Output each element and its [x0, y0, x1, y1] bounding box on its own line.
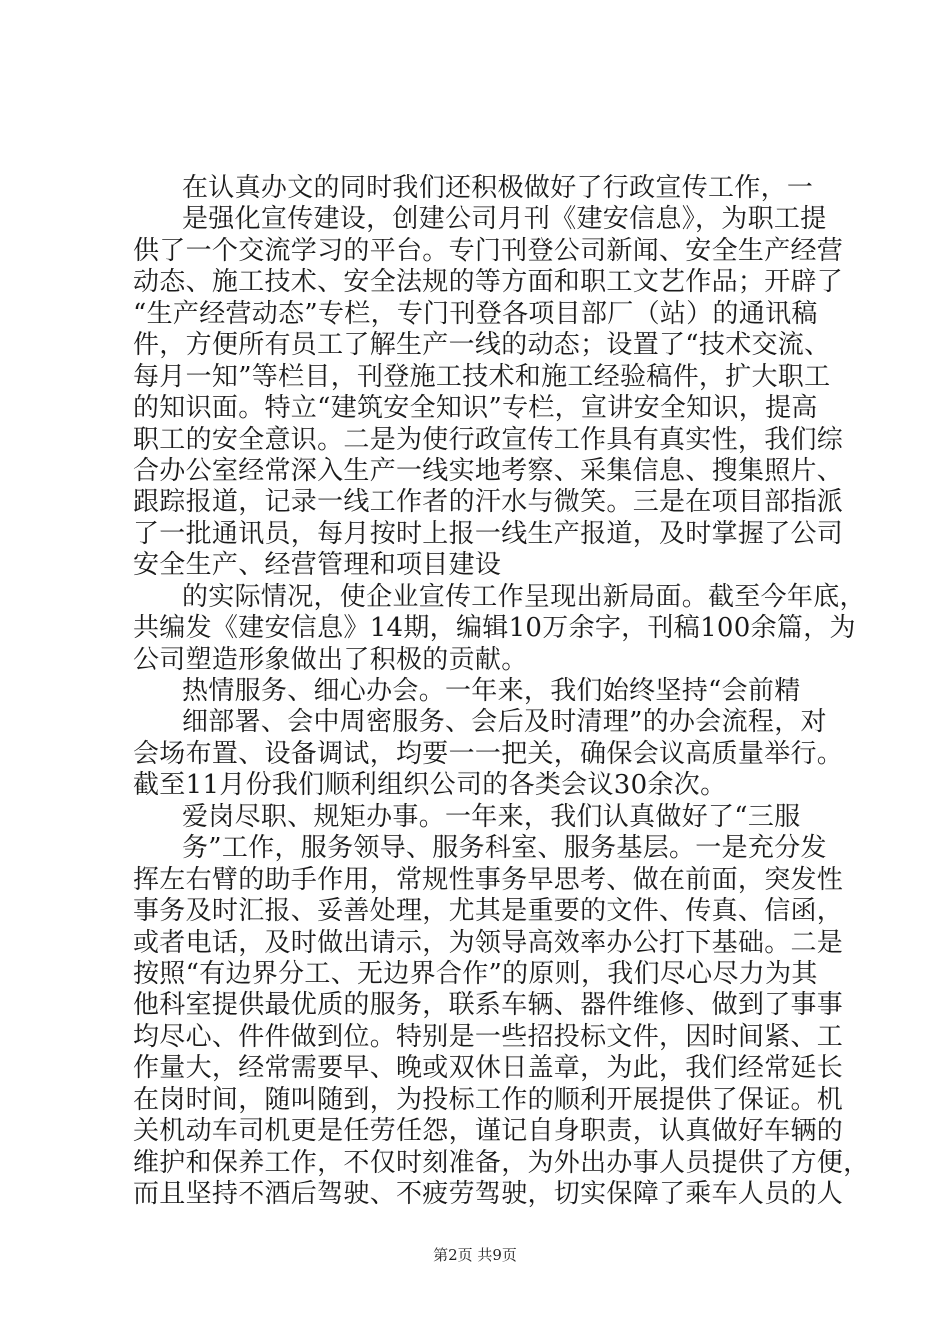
text-line: 每月一知”等栏目，刊登施工技术和施工经验稿件，扩大职工	[133, 362, 831, 392]
text-line: 务”工作，服务领导、服务科室、服务基层。一是充分发	[182, 833, 827, 863]
text-line: 供了一个交流学习的平台。专门刊登公司新闻、安全生产经营	[133, 236, 844, 266]
text-line: 截至11月份我们顺利组织公司的各类会议30余次。	[133, 770, 727, 800]
text-line: 细部署、会中周密服务、会后及时清理”的办会流程，对	[182, 707, 827, 737]
text-line: 或者电话，及时做出请示，为领导高效率办公打下基础。二是	[133, 928, 844, 958]
page-number-footer: 第2页 共9页	[433, 1246, 517, 1264]
text-line: 安全生产、经营管理和项目建设	[133, 550, 502, 580]
text-line: 合办公室经常深入生产一线实地考察、采集信息、搜集照片、	[133, 456, 844, 486]
text-line: 件，方便所有员工了解生产一线的动态；设置了“技术交流、	[133, 330, 831, 360]
text-line: 是强化宣传建设，创建公司月刊《建安信息》，为职工提	[182, 204, 827, 234]
text-line: 公司塑造形象做出了积极的贡献。	[133, 645, 528, 675]
text-line: 他科室提供最优质的服务，联系车辆、器件维修、做到了事事	[133, 990, 844, 1020]
text-line: 共编发《建安信息》14期，编辑10万余字，刊稿100余篇，为	[133, 613, 856, 643]
text-line: 职工的安全意识。二是为使行政宣传工作具有真实性，我们综	[133, 425, 844, 455]
text-line: 动态、施工技术、安全法规的等方面和职工文艺作品；开辟了	[133, 267, 844, 297]
text-line: 按照“有边界分工、无边界合作”的原则，我们尽心尽力为其	[133, 959, 818, 989]
text-line: 跟踪报道，记录一线工作者的汗水与微笑。三是在项目部指派	[133, 487, 844, 517]
text-line: 挥左右臂的助手作用，常规性事务早思考、做在前面，突发性	[133, 865, 844, 895]
text-line: 的知识面。特立“建筑安全知识”专栏，宣讲安全知识，提高	[133, 393, 818, 423]
text-line: 热情服务、细心办会。一年来，我们始终坚持“会前精	[182, 676, 801, 706]
text-line: 而且坚持不酒后驾驶、不疲劳驾驶，切实保障了乘车人员的人	[133, 1179, 844, 1209]
text-line: 均尽心、件件做到位。特别是一些招投标文件，因时间紧、工	[133, 1022, 844, 1052]
text-line: 了一批通讯员，每月按时上报一线生产报道，及时掌握了公司	[133, 519, 844, 549]
text-line: 事务及时汇报、妥善处理，尤其是重要的文件、传真、信函，	[133, 896, 844, 926]
text-line: 会场布置、设备调试，均要一一把关，确保会议高质量举行。	[133, 739, 844, 769]
text-line: 关机动车司机更是任劳任怨，谨记自身职责，认真做好车辆的	[133, 1116, 844, 1146]
text-line: 的实际情况，使企业宣传工作呈现出新局面。截至今年底，	[182, 582, 866, 612]
text-line: 维护和保养工作，不仅时刻准备，为外出办事人员提供了方便，	[133, 1148, 870, 1178]
text-line: 爱岗尽职、规矩办事。一年来，我们认真做好了“三服	[182, 802, 801, 832]
text-line: 在认真办文的同时我们还积极做好了行政宣传工作，一	[182, 173, 814, 203]
text-line: 作量大，经常需要早、晚或双休日盖章，为此，我们经常延长	[133, 1053, 844, 1083]
text-line: 在岗时间，随叫随到，为投标工作的顺利开展提供了保证。机	[133, 1085, 844, 1115]
text-line: “生产经营动态”专栏，专门刊登各项目部厂（站）的通讯稿	[133, 299, 818, 329]
